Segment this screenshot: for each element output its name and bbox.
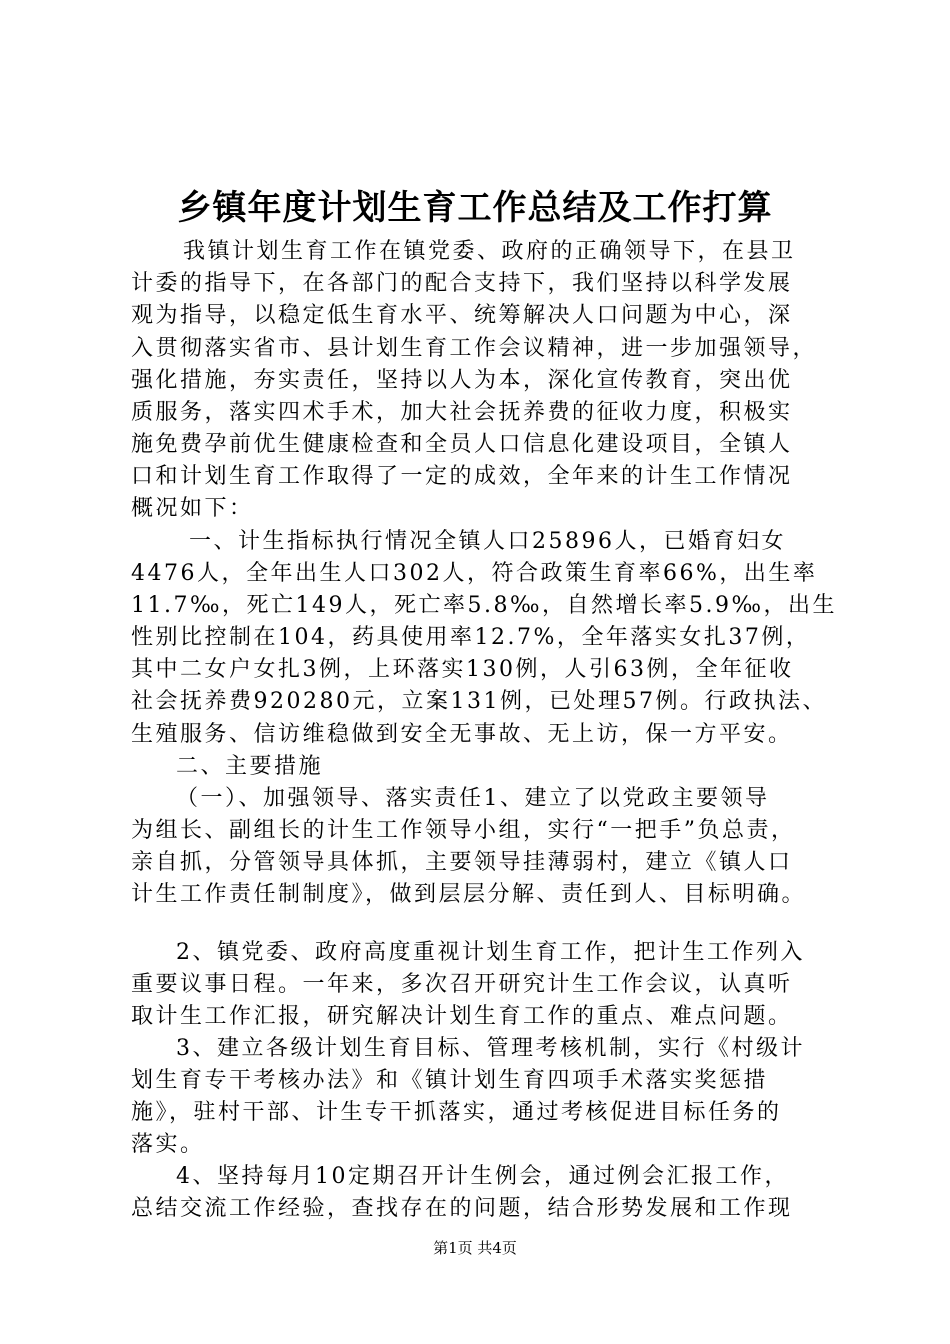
page-number: 第1页 共4页 bbox=[433, 1239, 517, 1257]
body-line: 性别比控制在104，药具使用率12.7%，全年落实女扎37例， bbox=[131, 625, 811, 650]
body-line: 其中二女户女扎3例，上环落实130例，人引63例，全年征收 bbox=[131, 657, 794, 682]
body-line: （一）、加强领导、落实责任1、建立了以党政主要领导 bbox=[176, 786, 770, 811]
section-heading: 二、主要措施 bbox=[176, 754, 324, 779]
body-line: 2、镇党委、政府高度重视计划生育工作，把计生工作列入 bbox=[176, 940, 805, 965]
body-line: 施》，驻村干部、计生专干抓落实，通过考核促进目标任务的 bbox=[131, 1100, 782, 1125]
body-line: 观为指导，以稳定低生育水平、统筹解决人口问题为中心，深 bbox=[131, 303, 793, 328]
body-line: 质服务，落实四术手术，加大社会抚养费的征收力度，积极实 bbox=[131, 400, 793, 425]
body-line: 亲自抓，分管领导具体抓，主要领导挂薄弱村，建立《镇人口 bbox=[131, 850, 793, 875]
body-line: 重要议事日程。一年来，多次召开研究计生工作会议，认真听 bbox=[131, 972, 793, 997]
body-line: 4476人，全年出生人口302人，符合政策生育率66%，出生率 bbox=[131, 561, 818, 586]
body-line: 社会抚养费920280元，立案131例，已处理57例。行政执法、 bbox=[131, 689, 827, 714]
body-line: 总结交流工作经验，查找存在的问题，结合形势发展和工作现 bbox=[131, 1196, 793, 1221]
document-title: 乡镇年度计划生育工作总结及工作打算 bbox=[177, 188, 773, 228]
body-line: 我镇计划生育工作在镇党委、政府的正确领导下，在县卫 bbox=[183, 239, 796, 264]
body-line: 划生育专干考核办法》和《镇计划生育四项手术落实奖惩措 bbox=[131, 1068, 769, 1093]
body-line: 落实。 bbox=[131, 1132, 205, 1157]
body-line: 概况如下： bbox=[131, 496, 254, 521]
body-line: 口和计划生育工作取得了一定的成效，全年来的计生工作情况 bbox=[131, 464, 793, 489]
body-line: 计生工作责任制制度》，做到层层分解、责任到人、目标明确。 bbox=[131, 882, 807, 907]
body-line: 一、计生指标执行情况全镇人口25896人，已婚育妇女 bbox=[189, 529, 786, 554]
body-line: 强化措施，夯实责任，坚持以人为本，深化宣传教育，突出优 bbox=[131, 368, 793, 393]
body-line: 生殖服务、信访维稳做到安全无事故、无上访，保一方平安。 bbox=[131, 722, 793, 747]
body-line: 施免费孕前优生健康检查和全员人口信息化建设项目，全镇人 bbox=[131, 432, 793, 457]
body-line: 入贯彻落实省市、县计划生育工作会议精神，进一步加强领导， bbox=[131, 336, 818, 361]
body-line: 为组长、副组长的计生工作领导小组，实行“一把手”负总责， bbox=[131, 818, 796, 843]
body-line: 3、建立各级计划生育目标、管理考核机制，实行《村级计 bbox=[176, 1036, 805, 1061]
body-line: 计委的指导下，在各部门的配合支持下，我们坚持以科学发展 bbox=[131, 271, 793, 296]
body-line: 取计生工作汇报，研究解决计划生育工作的重点、难点问题。 bbox=[131, 1004, 793, 1029]
body-line: 11.7‰，死亡149人，死亡率5.8‰，自然增长率5.9‰，出生 bbox=[131, 593, 838, 618]
body-line: 4、坚持每月10定期召开计生例会，通过例会汇报工作， bbox=[176, 1164, 789, 1189]
